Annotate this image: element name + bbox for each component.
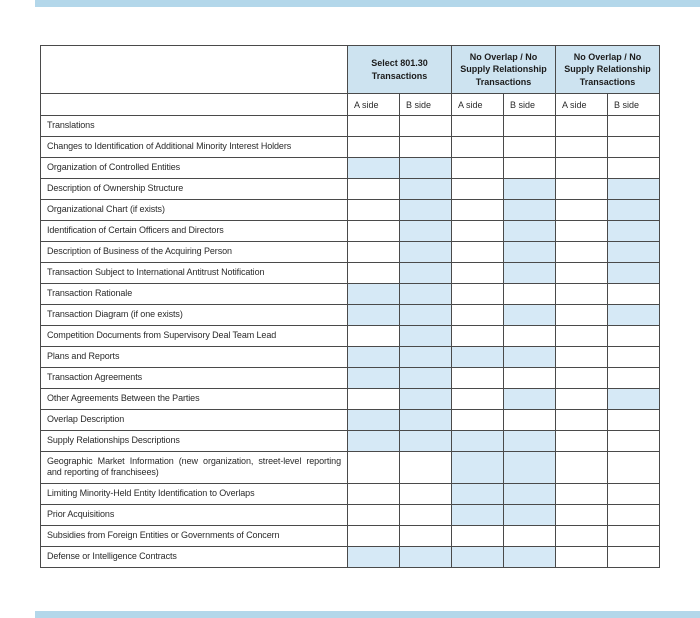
status-cell bbox=[556, 368, 608, 389]
table-row bbox=[41, 347, 660, 368]
status-cell bbox=[452, 504, 504, 525]
subheader-a-side: A side bbox=[452, 94, 504, 116]
status-cell bbox=[504, 137, 556, 158]
status-cell bbox=[452, 431, 504, 452]
status-cell bbox=[556, 347, 608, 368]
table-row bbox=[41, 242, 660, 263]
status-cell bbox=[348, 483, 400, 504]
subheader-b-side: B side bbox=[400, 94, 452, 116]
status-cell bbox=[348, 326, 400, 347]
status-cell bbox=[452, 389, 504, 410]
status-cell bbox=[556, 179, 608, 200]
table-row bbox=[41, 263, 660, 284]
table-row bbox=[41, 158, 660, 179]
status-cell bbox=[608, 221, 660, 242]
row-label: Transaction Subject to International Antitrust Notification bbox=[41, 263, 348, 284]
row-label: Identification of Certain Officers and Directors bbox=[41, 221, 348, 242]
status-cell bbox=[608, 525, 660, 546]
subheader-b-side: B side bbox=[608, 94, 660, 116]
group-header-no-overlap-1: No Overlap / No Supply Relationship Transactions bbox=[452, 46, 556, 94]
status-cell bbox=[400, 525, 452, 546]
status-cell bbox=[348, 452, 400, 484]
table-row bbox=[41, 200, 660, 221]
status-cell bbox=[608, 546, 660, 567]
status-cell bbox=[504, 546, 556, 567]
status-cell bbox=[608, 116, 660, 137]
status-cell bbox=[608, 305, 660, 326]
status-cell bbox=[452, 116, 504, 137]
table-row bbox=[41, 179, 660, 200]
status-cell bbox=[452, 347, 504, 368]
row-label: Organizational Chart (if exists) bbox=[41, 200, 348, 221]
status-cell bbox=[348, 179, 400, 200]
status-cell bbox=[400, 483, 452, 504]
status-cell bbox=[504, 221, 556, 242]
status-cell bbox=[348, 525, 400, 546]
row-label: Translations bbox=[41, 116, 348, 137]
status-cell bbox=[556, 284, 608, 305]
status-cell bbox=[348, 116, 400, 137]
status-cell bbox=[400, 179, 452, 200]
status-cell bbox=[452, 483, 504, 504]
status-cell bbox=[348, 200, 400, 221]
row-label: Limiting Minority-Held Entity Identification to Overlaps bbox=[41, 483, 348, 504]
status-cell bbox=[504, 431, 556, 452]
status-cell bbox=[504, 200, 556, 221]
status-cell bbox=[348, 431, 400, 452]
row-label: Organization of Controlled Entities bbox=[41, 158, 348, 179]
status-cell bbox=[400, 263, 452, 284]
status-cell bbox=[504, 504, 556, 525]
status-cell bbox=[608, 483, 660, 504]
status-cell bbox=[452, 221, 504, 242]
row-label: Transaction Diagram (if one exists) bbox=[41, 305, 348, 326]
status-cell bbox=[348, 284, 400, 305]
status-cell bbox=[400, 504, 452, 525]
status-cell bbox=[400, 389, 452, 410]
status-cell bbox=[400, 452, 452, 484]
status-cell bbox=[608, 431, 660, 452]
status-cell bbox=[452, 368, 504, 389]
status-cell bbox=[608, 242, 660, 263]
status-cell bbox=[400, 116, 452, 137]
status-cell bbox=[348, 263, 400, 284]
status-cell bbox=[504, 305, 556, 326]
status-cell bbox=[556, 389, 608, 410]
status-cell bbox=[608, 263, 660, 284]
row-label: Description of Business of the Acquiring Person bbox=[41, 242, 348, 263]
status-cell bbox=[452, 263, 504, 284]
status-cell bbox=[608, 389, 660, 410]
table-row bbox=[41, 389, 660, 410]
status-cell bbox=[452, 410, 504, 431]
status-cell bbox=[504, 347, 556, 368]
status-cell bbox=[452, 452, 504, 484]
status-cell bbox=[452, 179, 504, 200]
status-cell bbox=[556, 525, 608, 546]
status-cell bbox=[504, 525, 556, 546]
status-cell bbox=[348, 137, 400, 158]
status-cell bbox=[452, 200, 504, 221]
row-label: Description of Ownership Structure bbox=[41, 179, 348, 200]
row-label: Transaction Rationale bbox=[41, 284, 348, 305]
table-row bbox=[41, 305, 660, 326]
column-group-header-row bbox=[41, 46, 660, 94]
status-cell bbox=[452, 242, 504, 263]
status-cell bbox=[608, 179, 660, 200]
table-row bbox=[41, 525, 660, 546]
status-cell bbox=[608, 137, 660, 158]
status-cell bbox=[608, 410, 660, 431]
status-cell bbox=[400, 158, 452, 179]
status-cell bbox=[504, 368, 556, 389]
status-cell bbox=[452, 525, 504, 546]
table-row bbox=[41, 221, 660, 242]
status-cell bbox=[504, 116, 556, 137]
status-cell bbox=[504, 389, 556, 410]
status-cell bbox=[556, 242, 608, 263]
row-label: Other Agreements Between the Parties bbox=[41, 389, 348, 410]
subheader-a-side: A side bbox=[348, 94, 400, 116]
row-label: Transaction Agreements bbox=[41, 368, 348, 389]
status-cell bbox=[608, 158, 660, 179]
status-cell bbox=[400, 347, 452, 368]
status-cell bbox=[556, 326, 608, 347]
table-row bbox=[41, 410, 660, 431]
table-row bbox=[41, 504, 660, 525]
group-header-no-overlap-2: No Overlap / No Supply Relationship Transactions bbox=[556, 46, 660, 94]
table-row bbox=[41, 483, 660, 504]
status-cell bbox=[504, 483, 556, 504]
status-cell bbox=[556, 116, 608, 137]
status-cell bbox=[608, 200, 660, 221]
status-cell bbox=[504, 452, 556, 484]
status-cell bbox=[504, 326, 556, 347]
status-cell bbox=[348, 347, 400, 368]
page-top-edge-bar bbox=[35, 0, 700, 7]
corner-cell bbox=[41, 46, 348, 94]
status-cell bbox=[400, 305, 452, 326]
status-cell bbox=[556, 410, 608, 431]
status-cell bbox=[348, 242, 400, 263]
status-cell bbox=[348, 504, 400, 525]
status-cell bbox=[608, 368, 660, 389]
status-cell bbox=[348, 389, 400, 410]
status-cell bbox=[504, 410, 556, 431]
status-cell bbox=[556, 546, 608, 567]
table-row bbox=[41, 431, 660, 452]
status-cell bbox=[400, 221, 452, 242]
page-bottom-edge-bar bbox=[35, 611, 700, 618]
filing-requirements-table bbox=[40, 45, 660, 568]
table-row bbox=[41, 452, 660, 484]
status-cell bbox=[348, 410, 400, 431]
status-cell bbox=[348, 368, 400, 389]
row-label: Competition Documents from Supervisory Deal Team Lead bbox=[41, 326, 348, 347]
status-cell bbox=[608, 504, 660, 525]
status-cell bbox=[452, 326, 504, 347]
status-cell bbox=[504, 284, 556, 305]
status-cell bbox=[348, 305, 400, 326]
status-cell bbox=[348, 546, 400, 567]
table-row bbox=[41, 137, 660, 158]
status-cell bbox=[348, 158, 400, 179]
row-label: Subsidies from Foreign Entities or Governments of Concern bbox=[41, 525, 348, 546]
status-cell bbox=[400, 284, 452, 305]
subheader-a-side: A side bbox=[556, 94, 608, 116]
row-label: Supply Relationships Descriptions bbox=[41, 431, 348, 452]
status-cell bbox=[556, 504, 608, 525]
table-row bbox=[41, 326, 660, 347]
sub-header-row bbox=[41, 94, 660, 116]
status-cell bbox=[504, 158, 556, 179]
status-cell bbox=[452, 284, 504, 305]
status-cell bbox=[608, 284, 660, 305]
status-cell bbox=[452, 158, 504, 179]
row-label: Geographic Market Information (new organization, street-level reporting and reporting of franchisees) bbox=[41, 452, 348, 484]
status-cell bbox=[556, 158, 608, 179]
status-cell bbox=[400, 326, 452, 347]
table-row bbox=[41, 546, 660, 567]
status-cell bbox=[452, 137, 504, 158]
status-cell bbox=[400, 368, 452, 389]
table-row bbox=[41, 284, 660, 305]
group-header-select-80130: Select 801.30 Transactions bbox=[348, 46, 452, 94]
status-cell bbox=[400, 410, 452, 431]
status-cell bbox=[556, 431, 608, 452]
status-cell bbox=[452, 546, 504, 567]
status-cell bbox=[556, 221, 608, 242]
status-cell bbox=[400, 137, 452, 158]
row-label: Prior Acquisitions bbox=[41, 504, 348, 525]
status-cell bbox=[504, 179, 556, 200]
subheader-b-side: B side bbox=[504, 94, 556, 116]
status-cell bbox=[608, 326, 660, 347]
status-cell bbox=[348, 221, 400, 242]
status-cell bbox=[608, 452, 660, 484]
status-cell bbox=[504, 263, 556, 284]
status-cell bbox=[504, 242, 556, 263]
status-cell bbox=[556, 305, 608, 326]
row-label: Defense or Intelligence Contracts bbox=[41, 546, 348, 567]
status-cell bbox=[400, 431, 452, 452]
table-row bbox=[41, 116, 660, 137]
status-cell bbox=[556, 452, 608, 484]
status-cell bbox=[400, 242, 452, 263]
status-cell bbox=[556, 200, 608, 221]
table-row bbox=[41, 368, 660, 389]
table-body bbox=[41, 116, 660, 568]
status-cell bbox=[400, 200, 452, 221]
row-label: Plans and Reports bbox=[41, 347, 348, 368]
status-cell bbox=[556, 483, 608, 504]
status-cell bbox=[452, 305, 504, 326]
row-label: Overlap Description bbox=[41, 410, 348, 431]
status-cell bbox=[556, 137, 608, 158]
status-cell bbox=[400, 546, 452, 567]
row-label: Changes to Identification of Additional Minority Interest Holders bbox=[41, 137, 348, 158]
corner-subcell bbox=[41, 94, 348, 116]
status-cell bbox=[608, 347, 660, 368]
status-cell bbox=[556, 263, 608, 284]
